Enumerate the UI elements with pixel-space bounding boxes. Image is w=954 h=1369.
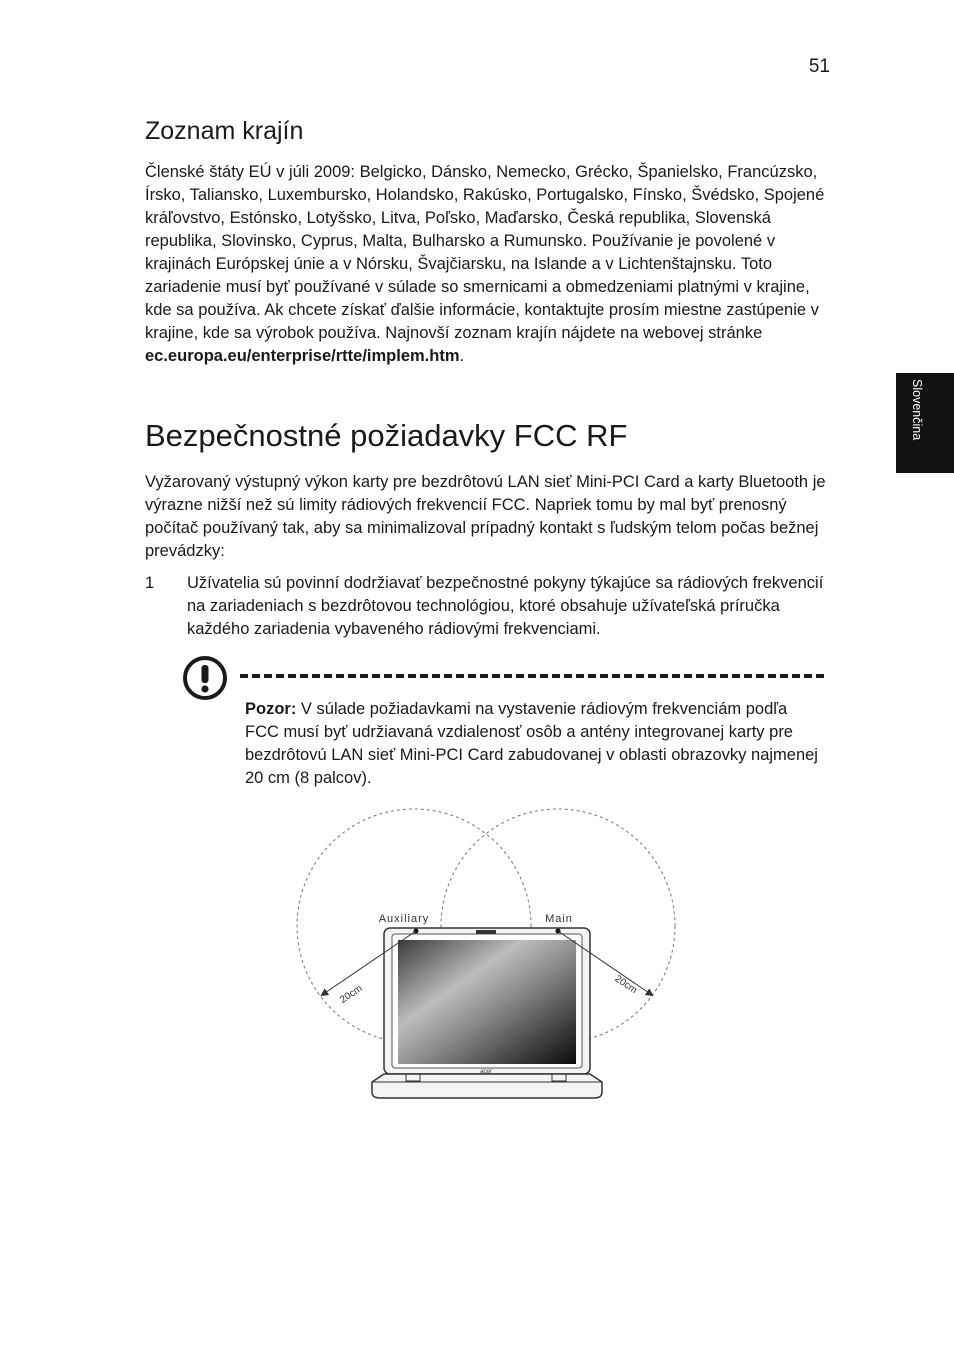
section-heading-country-list: Zoznam krajín	[145, 117, 304, 145]
fcc-intro-paragraph: Vyžarovaný výstupný výkon karty pre bezdrôtovú LAN sieť Mini-PCI Card a karty Bluetooth je výrazne nižší než sú limity rádiových frekvencií FCC. Napriek tomu by mal byť prenosný počítač používaný tak, aby sa minimalizoval prípadný kontakt s ľudským telom počas bežnej prevádzky:	[145, 473, 826, 560]
caution-label: Pozor:	[245, 700, 297, 718]
laptop-screen	[398, 940, 576, 1064]
note-divider	[240, 674, 824, 678]
laptop-latch	[476, 930, 496, 934]
warning-icon	[182, 655, 228, 701]
eu-website-link[interactable]: ec.europa.eu/enterprise/rtte/implem.htm	[145, 347, 460, 365]
country-list-text: Členské štáty EÚ v júli 2009: Belgicko, Dánsko, Nemecko, Grécko, Španielsko, Francúzsko, Írsko, Taliansko, Luxembursko, Holandsko, Rakúsko, Portugalsko, Fínsko, Švédsko, Spojené kráľovstvo, Estónsko, Lotyšsko, Litva, Poľsko, Maďarsko, Česká republika, Slovenská republika, Slovinsko, Cyprus, Malta, Bulharsko a Rumunsko. Používanie je povolené v krajinách Európskej únie a v Nórsku, Švajčiarsku, na Islande a v Lichtenštajnsku. Toto zariadenie musí byť používané v súlade so smernicami a obmedzeniami platnými v krajine, kde sa používa. Ak chcete získať ďalšie informácie, kontaktujte prosím miestne zastúpenie v krajine, kde sa výrobok používa. Najnovší zoznam krajín nájdete na webovej stránke	[145, 163, 825, 342]
laptop-logo: acer	[480, 1069, 492, 1075]
list-item-number: 1	[145, 574, 155, 592]
main-antenna-label: Main	[545, 913, 573, 925]
country-list-paragraph	[145, 161, 835, 368]
caution-note	[245, 698, 825, 790]
left-distance-label: 20cm	[338, 983, 365, 1006]
page-number: 51	[808, 56, 830, 77]
list-item-text: Užívatelia sú povinní dodržiavať bezpečnostné pokyny týkajúce sa rádiových frekvencií na zariadeniach s bezdrôtovou technológiou, ktoré obsahuje užívateľská príručka každého zariadenia vybaveného rádiovými frekvenciami.	[187, 574, 824, 638]
right-distance-label: 20cm	[612, 973, 640, 997]
section-heading-fcc-rf: Bezpečnostné požiadavky FCC RF	[145, 418, 628, 453]
link-suffix: .	[459, 347, 465, 365]
language-tab	[896, 373, 954, 473]
caution-text: V súlade požiadavkami na vystavenie rádiovým frekvenciám podľa FCC musí byť udržiavaná vzdialenosť osôb a antény integrovanej karty pre bezdrôtovú LAN sieť Mini-PCI Card zabudovanej v oblasti obrazovky najmenej 20 cm (8 palcov).	[245, 700, 818, 787]
antenna-distance-diagram	[296, 808, 680, 1108]
language-tab-label: Slovenčina	[910, 379, 924, 441]
auxiliary-antenna-label: Auxiliary	[378, 913, 430, 925]
